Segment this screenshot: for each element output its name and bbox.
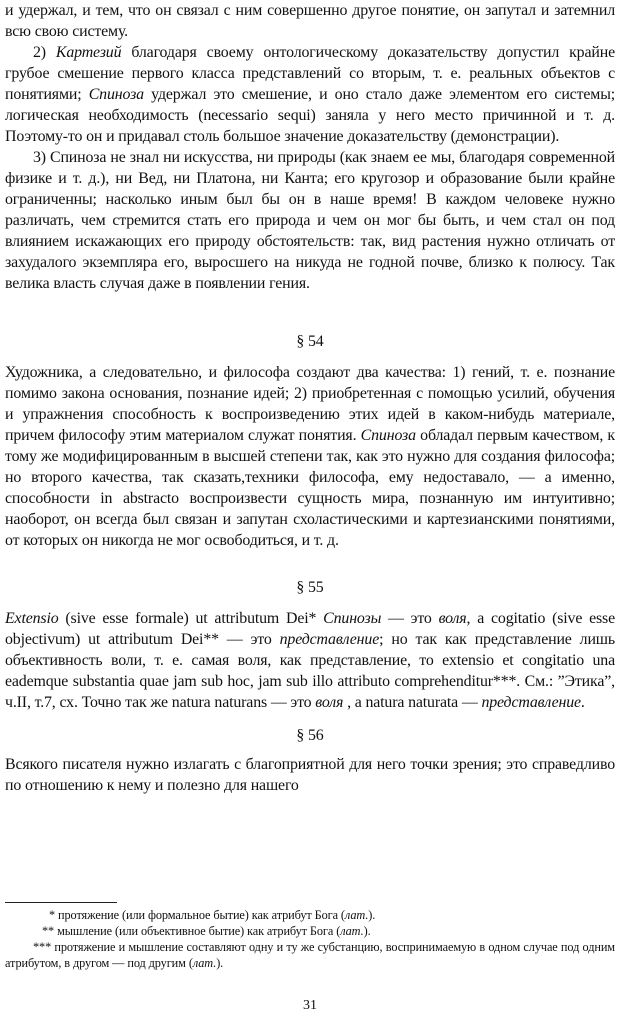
name-spinoza: Спинозы bbox=[323, 610, 382, 627]
text-run: ). bbox=[216, 956, 224, 970]
name-spinoza: Спиноза bbox=[360, 427, 416, 444]
footnote-3 bbox=[5, 939, 615, 971]
text-run: — это bbox=[381, 610, 439, 627]
text-run: , a natura naturata — bbox=[343, 694, 482, 711]
paragraph-section-54 bbox=[5, 362, 615, 551]
page-number: 31 bbox=[303, 998, 317, 1013]
text-run: , a cogitatio (sive esse objectivum) ut attributum Dei** — это bbox=[5, 610, 615, 648]
text-run: ** мышление (или объективное бытие) как атрибут Бога ( bbox=[42, 924, 341, 938]
abbr-lat: лат. bbox=[340, 924, 364, 938]
text-run: ). bbox=[363, 924, 371, 938]
paragraph-spinoza-limits: 3) Спиноза не знал ни искусства, ни природы (как знаем ее мы, благодаря современной физике и т. д.), ни Вед, ни Платона, ни Канта; его кругозор и образование были крайне ограниченны; насколько иным был бы он в наше время! В каждом человеке нужно различать, чем стремится стать его природа и чем он мог бы быть, и чем стал он под влиянием искажающих его природу обстоятельств: так, вид растения нужно отличать от захудалого экземпляра его, выросшего на никуда не годной почве, близко к полюсу. Так велика власть случая даже в появлении гения. bbox=[5, 149, 615, 292]
abbr-lat: лат. bbox=[344, 908, 369, 922]
text-run: *** протяжение и мышление составляют одну и ту же субстанцию, воспринимаемую в одном случае под одним атрибутом, в другом — под другим ( bbox=[5, 940, 615, 970]
abbr-lat: лат. bbox=[192, 956, 217, 970]
section-heading-56: § 56 bbox=[296, 727, 324, 744]
term-representation: представление bbox=[481, 694, 581, 711]
name-spinoza: Спиноза bbox=[88, 86, 144, 103]
text-run: . bbox=[580, 694, 585, 711]
paragraph-continuation: и удержал, и тем, что он связал с ним совершенно другое понятие, он запутал и затемнил всю свою систему. bbox=[5, 2, 615, 40]
text-run: Художника, а следовательно, и философа создают два качества: 1) гений, т. е. познание помимо закона основания, познание идей; 2) приобретенная с помощью усилий, обучения и упражнения способность к воспроизведению этих идей в каком-нибудь материале, причем философу этим материалом служат понятия. bbox=[5, 364, 615, 444]
text-run: ; но так как представление лишь объективность воли, т. е. самая воля, как представление, то extensio et congitatio una eademque substantia quae jam sub hoc, jam sub illo attributo comprehenditur***. См.: ”Этика”, ч.II, т.7, сх. Точно так же natura naturans — это bbox=[5, 631, 615, 711]
section-heading-55: § 55 bbox=[296, 579, 324, 596]
footnote-divider bbox=[5, 902, 117, 903]
text-run: 2) bbox=[33, 44, 56, 61]
name-cartesius: Картезий bbox=[55, 44, 122, 61]
footnote-2 bbox=[5, 923, 615, 939]
text-run: * протяжение (или формальное бытие) как атрибут Бога ( bbox=[49, 908, 345, 922]
footnote-1 bbox=[5, 907, 615, 923]
term-will: воля bbox=[438, 610, 467, 627]
section-heading-54: § 54 bbox=[296, 333, 324, 350]
paragraph-cartesius bbox=[5, 42, 615, 147]
text-run: обладал первым качеством, к тому же модифицированным в высшей степени так, как это нужно для создания философа; но второго качества, так сказать,техники философа, ему недоставало, — а именно, способности in abstracto воспроизвести сущность мира, познанную им интуитивно; наоборот, он всегда был связан и запутан схоластическими и картезианскими понятиями, от которых он никогда не мог освободиться, и т. д. bbox=[5, 427, 616, 549]
page-body bbox=[5, 0, 615, 796]
term-representation: представление bbox=[279, 631, 380, 648]
footnotes bbox=[5, 907, 615, 971]
text-run: благодаря своему онтологическому доказательству допустил крайне грубое смешение первого класса представлений со вторым, т. е. реальных объектов с понятиями; bbox=[5, 44, 615, 103]
paragraph-section-56: Всякого писателя нужно излагать с благоприятной для него точки зрения; это справедливо по отношению к нему и полезно для нашего bbox=[5, 756, 615, 794]
paragraph-section-55 bbox=[5, 608, 615, 713]
term-extensio: Extensio bbox=[5, 610, 59, 627]
text-run: удержал это смешение, и оно стало даже элементом его системы; логическая необходимость (necessario sequi) заняла у него место причинной и т. д. Поэтому-то он и придавал столь большое значение доказательству (демонстрации). bbox=[5, 86, 615, 145]
text-run: ). bbox=[368, 908, 376, 922]
text-run: (sive esse formale) ut attributum Dei* bbox=[58, 610, 324, 627]
term-will: воля bbox=[315, 694, 344, 711]
